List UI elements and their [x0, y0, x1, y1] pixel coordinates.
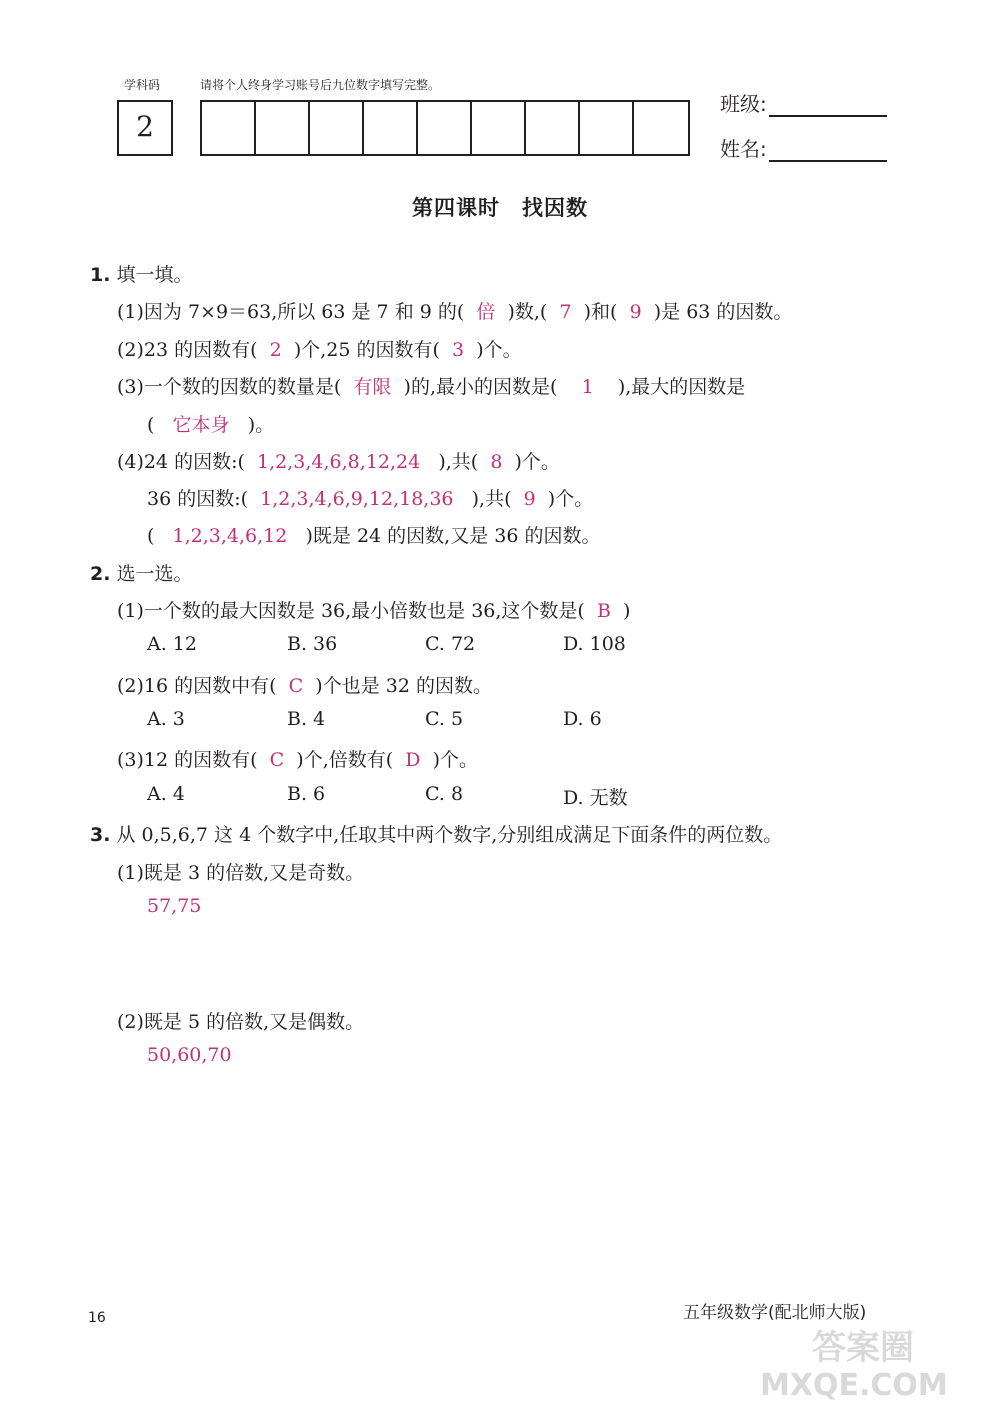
- answer: D: [405, 749, 421, 771]
- q2-p1-option-a: A. 12: [147, 633, 197, 655]
- answer: 9: [629, 301, 642, 323]
- q2-p2-option-c: C. 5: [425, 708, 464, 730]
- q2-part1: (1)一个数的最大因数是 36,最小倍数也是 36,这个数是( B ): [117, 600, 631, 622]
- answer: 1,2,3,4,6,9,12,18,36: [260, 488, 454, 510]
- account-digit-box[interactable]: [310, 102, 364, 154]
- q2-p2-option-d: D. 6: [563, 708, 602, 730]
- page-number: 16: [88, 1310, 106, 1326]
- answer: 有限: [353, 376, 392, 398]
- answer: C: [288, 675, 304, 697]
- class-underline[interactable]: [769, 95, 887, 117]
- q2-p3-option-a: A. 4: [147, 783, 185, 805]
- book-title: 五年级数学(配北师大版): [683, 1303, 867, 1323]
- watermark-logo: 答案圈: [812, 1328, 914, 1368]
- answer: 2: [269, 339, 282, 361]
- q2-heading: 2. 选一选。: [90, 563, 193, 585]
- account-digit-box[interactable]: [202, 102, 256, 154]
- q1-heading: 1. 填一填。: [90, 264, 193, 286]
- answer: B: [596, 600, 611, 622]
- account-digit-box[interactable]: [418, 102, 472, 154]
- q1-part3: (3)一个数的因数的数量是( 有限 )的,最小的因数是( 1 ),最大的因数是: [117, 376, 746, 398]
- name-field[interactable]: [720, 133, 887, 162]
- q3-part1: (1)既是 3 的倍数,又是奇数。: [117, 862, 365, 884]
- q3-part2: (2)既是 5 的倍数,又是偶数。: [117, 1011, 365, 1033]
- answer: 9: [523, 488, 536, 510]
- q1-part1: (1)因为 7×9＝63,所以 63 是 7 和 9 的( 倍 )数,( 7 )和( 9 )是 63 的因数。: [117, 301, 793, 323]
- q1-part4: (4)24 的因数:( 1,2,3,4,6,8,12,24 ),共( 8 )个。: [117, 451, 560, 473]
- q3-heading: 3. 从 0,5,6,7 这 4 个数字中,任取其中两个数字,分别组成满足下面条件的两位数。: [90, 824, 783, 846]
- answer: 1: [581, 376, 594, 398]
- account-digit-box[interactable]: [472, 102, 526, 154]
- account-digit-box[interactable]: [526, 102, 580, 154]
- lesson-title: 第四课时 找因数: [412, 196, 588, 220]
- subject-code: 2: [136, 110, 154, 143]
- q2-part3: (3)12 的因数有( C )个,倍数有( D )个。: [117, 749, 478, 771]
- account-digit-box[interactable]: [580, 102, 634, 154]
- class-field[interactable]: [720, 88, 887, 117]
- subject-code-label: 学科码: [124, 78, 161, 92]
- q2-p1-option-d: D. 108: [563, 633, 626, 655]
- answer: 它本身: [172, 414, 230, 436]
- answer: 8: [490, 451, 503, 473]
- watermark-url: MXQE.COM: [760, 1368, 948, 1403]
- q2-p1-option-c: C. 72: [425, 633, 476, 655]
- q1-part4-common: ( 1,2,3,4,6,12 )既是 24 的因数,又是 36 的因数。: [147, 525, 601, 547]
- q2-p3-option-b: B. 6: [287, 783, 326, 805]
- q2-part2: (2)16 的因数中有( C )个也是 32 的因数。: [117, 675, 492, 697]
- subject-code-box: [117, 100, 173, 156]
- answer: 倍: [476, 301, 496, 323]
- answer: C: [269, 749, 285, 771]
- answer: 3: [452, 339, 465, 361]
- q2-p1-option-b: B. 36: [287, 633, 338, 655]
- answer: 7: [559, 301, 572, 323]
- q1-part2: (2)23 的因数有( 2 )个,25 的因数有( 3 )个。: [117, 339, 522, 361]
- q2-p2-option-b: B. 4: [287, 708, 326, 730]
- answer: 1,2,3,4,6,8,12,24: [257, 451, 421, 473]
- q3-part1-answer: 57,75: [147, 895, 202, 917]
- q1-part4-36: 36 的因数:( 1,2,3,4,6,9,12,18,36 ),共( 9 )个。: [147, 488, 594, 510]
- name-underline[interactable]: [769, 140, 887, 162]
- q1-part3-cont: ( 它本身 )。: [147, 414, 275, 436]
- answer: 1,2,3,4,6,12: [172, 525, 288, 547]
- q2-p3-option-d: D. 无数: [563, 787, 628, 809]
- name-label: 姓名:: [720, 137, 767, 161]
- q2-p2-option-a: A. 3: [147, 708, 185, 730]
- account-digit-box[interactable]: [634, 102, 688, 154]
- account-digit-box[interactable]: [364, 102, 418, 154]
- q2-p3-option-c: C. 8: [425, 783, 464, 805]
- account-digit-box[interactable]: [256, 102, 310, 154]
- q3-part2-answer: 50,60,70: [147, 1044, 232, 1066]
- account-instruction: 请将个人终身学习账号后九位数字填写完整。: [200, 78, 441, 92]
- account-digit-boxes[interactable]: [200, 100, 690, 156]
- class-label: 班级:: [720, 92, 767, 116]
